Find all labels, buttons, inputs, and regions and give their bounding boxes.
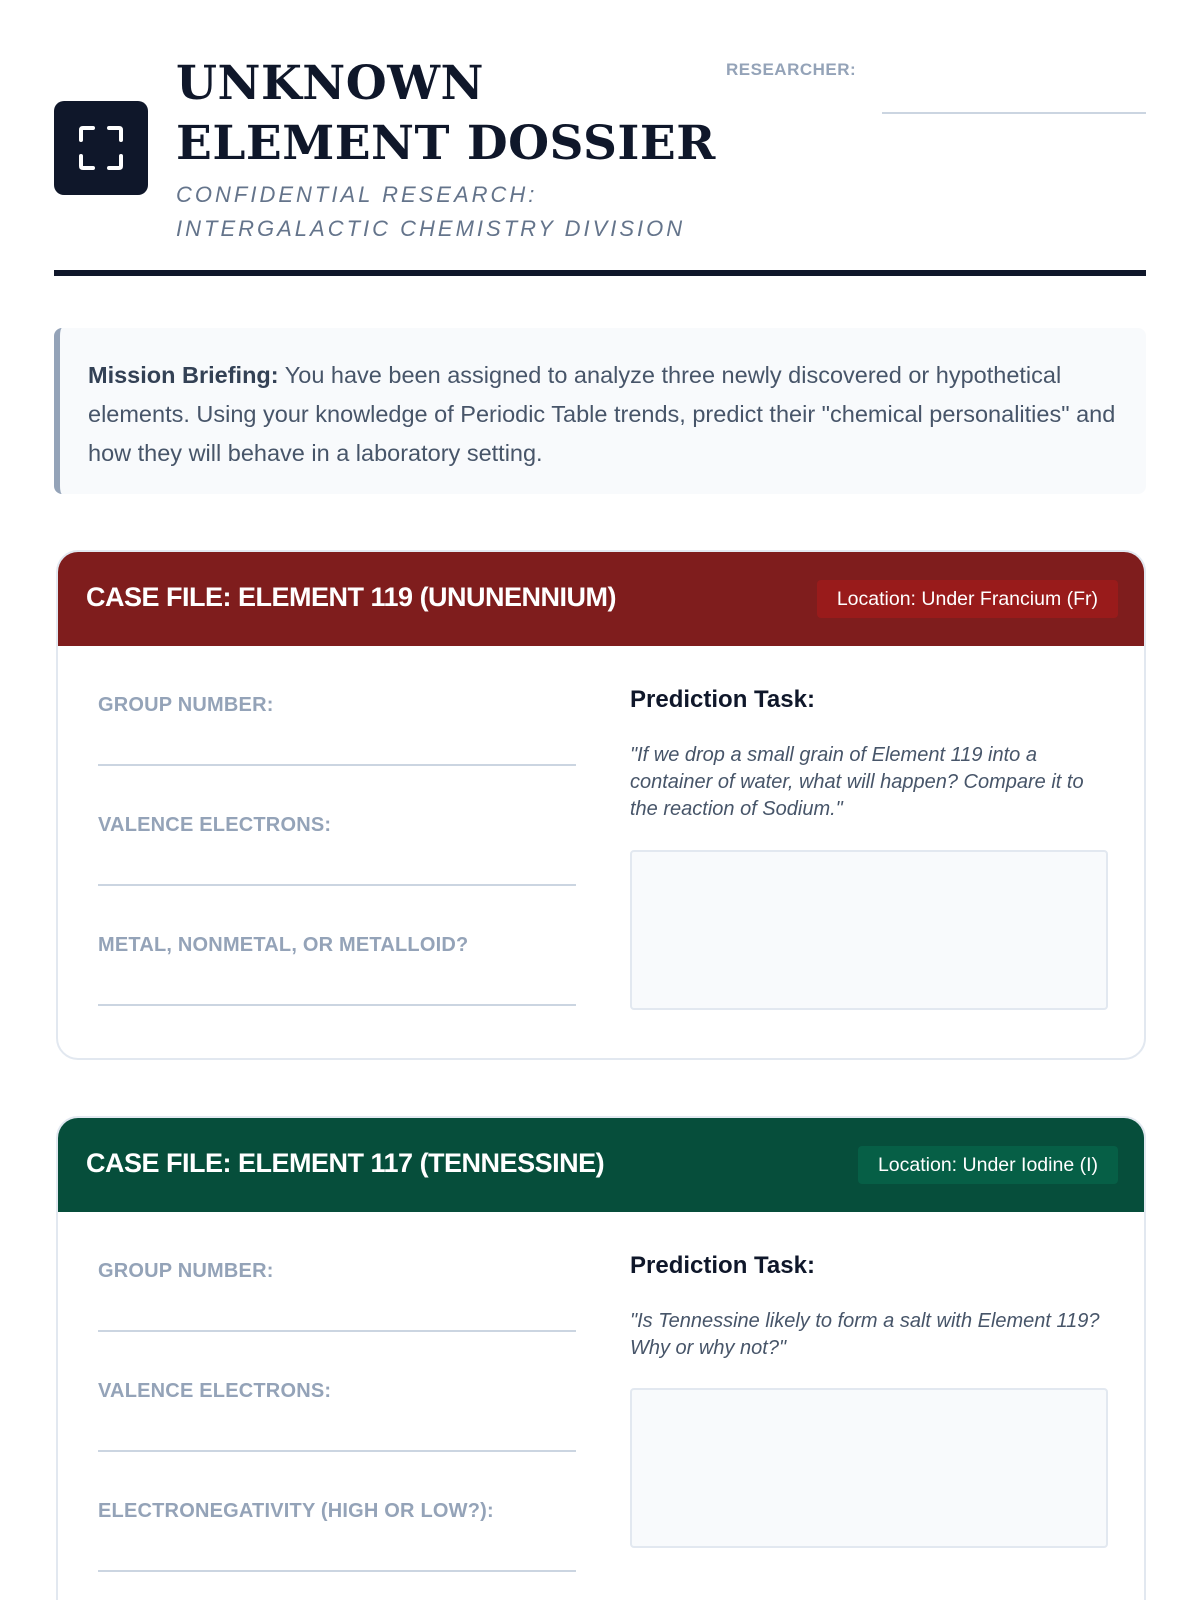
task-question: "If we drop a small grain of Element 119 into a container of water, what will happen? Compare it to the reaction of Sodium." xyxy=(630,744,1084,820)
case-file-119 xyxy=(56,550,1146,1060)
answer-box[interactable] xyxy=(630,850,1108,1010)
briefing-text: You have been assigned to analyze three newly discovered or hypothetical elements. Using your knowledge of Periodic Table trends, predict their "chemical personalities" and how they will behave in a laboratory setting. xyxy=(88,362,1116,466)
case-header xyxy=(58,1118,1144,1212)
briefing-lead: Mission Briefing: xyxy=(88,362,279,388)
case-file-117 xyxy=(56,1116,1146,1600)
location-badge: Location: Under Iodine (I) xyxy=(858,1146,1118,1184)
case-title: CASE FILE: ELEMENT 117 (TENNESSINE) xyxy=(86,1148,605,1178)
page-subtitle: CONFIDENTIAL RESEARCH: INTERGALACTIC CHEMISTRY DIVISION xyxy=(176,182,686,241)
scan-frame-icon xyxy=(77,124,125,172)
field-label: VALENCE ELECTRONS: xyxy=(98,1380,332,1402)
valence-electrons-field xyxy=(98,766,576,886)
location-badge: Location: Under Francium (Fr) xyxy=(817,580,1118,618)
metal-classification-field xyxy=(98,886,576,1006)
case-fields xyxy=(98,1212,576,1572)
case-header xyxy=(58,552,1144,646)
field-label: VALENCE ELECTRONS: xyxy=(98,814,332,836)
researcher-label: RESEARCHER: xyxy=(726,60,857,79)
field-label: ELECTRONEGATIVITY (HIGH OR LOW?): xyxy=(98,1500,494,1522)
metal-classification-input[interactable] xyxy=(98,1004,576,1006)
answer-box[interactable] xyxy=(630,1388,1108,1548)
page-title: UNKNOWN ELEMENT DOSSIER xyxy=(176,56,716,171)
valence-electrons-field xyxy=(98,1332,576,1452)
group-number-field xyxy=(98,646,576,766)
electronegativity-field xyxy=(98,1452,576,1572)
group-number-field xyxy=(98,1212,576,1332)
field-label: GROUP NUMBER: xyxy=(98,694,274,716)
case-title: CASE FILE: ELEMENT 119 (UNUNENNIUM) xyxy=(86,582,617,612)
task-title: Prediction Task: xyxy=(630,686,815,713)
logo xyxy=(54,101,148,195)
field-label: GROUP NUMBER: xyxy=(98,1260,274,1282)
case-fields xyxy=(98,646,576,1006)
task-question: "Is Tennessine likely to form a salt with Element 119? Why or why not?" xyxy=(630,1310,1100,1359)
researcher-field[interactable] xyxy=(882,84,1146,114)
field-label: METAL, NONMETAL, OR METALLOID? xyxy=(98,934,469,956)
mission-briefing xyxy=(54,328,1146,494)
task-title: Prediction Task: xyxy=(630,1252,815,1279)
electronegativity-input[interactable] xyxy=(98,1570,576,1572)
dossier-header xyxy=(54,54,1146,276)
